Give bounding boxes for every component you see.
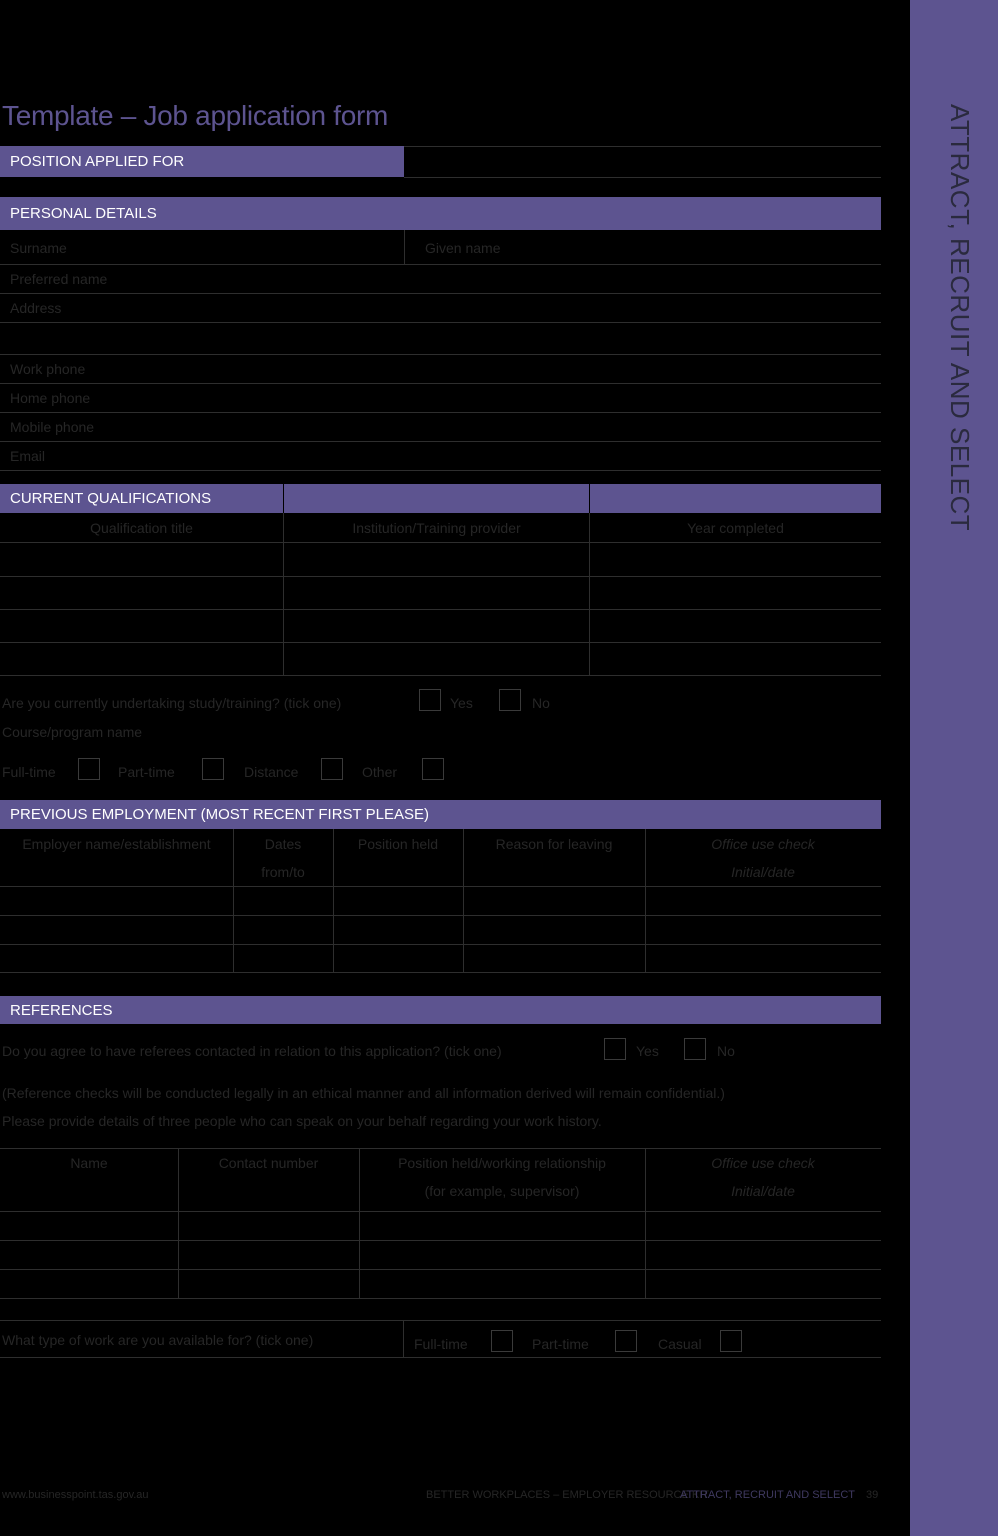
availability-full-time-checkbox[interactable]: [491, 1330, 513, 1352]
availability-part-time-label: Part-time: [532, 1336, 589, 1352]
sidebar-section-title: ATTRACT, RECRUIT AND SELECT: [945, 104, 975, 532]
table-row[interactable]: [0, 1240, 881, 1241]
divider: [0, 1148, 881, 1149]
course-name-label: Course/program name: [2, 724, 143, 740]
home-phone-label: Home phone: [10, 390, 91, 406]
divider: [233, 829, 234, 973]
references-yes-label: Yes: [636, 1043, 659, 1059]
position-header: [0, 146, 404, 177]
study-question: Are you currently undertaking study/training? (tick one): [2, 695, 342, 711]
position-input-line[interactable]: [404, 177, 881, 178]
availability-full-time-label: Full-time: [414, 1336, 468, 1352]
mode-other-checkbox[interactable]: [422, 758, 444, 780]
divider: [645, 829, 646, 973]
table-row[interactable]: [0, 642, 881, 643]
table-row[interactable]: [0, 944, 881, 945]
referee-position-column-sub: (for example, supervisor): [424, 1183, 580, 1199]
mode-full-time-label: Full-time: [2, 764, 56, 780]
work-phone-field-line[interactable]: [0, 383, 881, 384]
references-header-label: REFERENCES: [10, 1001, 113, 1019]
given-name-label: Given name: [425, 240, 501, 256]
qualifications-header-cell: [590, 484, 881, 513]
employment-header-label: PREVIOUS EMPLOYMENT (MOST RECENT FIRST PLEASE): [10, 806, 429, 823]
divider: [283, 513, 284, 676]
divider: [589, 513, 590, 676]
office-use-column-sub: Initial/date: [731, 864, 795, 880]
dates-column: Dates: [264, 836, 302, 852]
address-label: Address: [10, 300, 62, 316]
personal-details-header-label: PERSONAL DETAILS: [10, 205, 157, 222]
availability-casual-label: Casual: [658, 1336, 702, 1352]
references-instruction: Please provide details of three people who can speak on your behalf regarding your work history.: [2, 1113, 602, 1129]
mode-distance-checkbox[interactable]: [321, 758, 343, 780]
mode-distance-label: Distance: [244, 764, 299, 780]
table-row[interactable]: [0, 972, 881, 973]
table-row[interactable]: [0, 576, 881, 577]
references-header: [0, 996, 881, 1024]
position-header-label: POSITION APPLIED FOR: [10, 153, 185, 170]
study-yes-label: Yes: [450, 695, 473, 711]
footer-section: ATTRACT, RECRUIT AND SELECT: [680, 1489, 856, 1501]
mobile-phone-field-line[interactable]: [0, 441, 881, 442]
surname-label: Surname: [10, 240, 67, 256]
table-row[interactable]: [0, 1269, 881, 1270]
work-phone-label: Work phone: [10, 361, 86, 377]
office-use-column: Office use check: [711, 836, 815, 852]
divider: [359, 1148, 360, 1299]
availability-casual-checkbox[interactable]: [720, 1330, 742, 1352]
referee-office-use-column: Office use check: [711, 1155, 815, 1171]
divider: [404, 230, 405, 264]
institution-column: Institution/Training provider: [352, 520, 521, 536]
dates-column-sub: from/to: [261, 864, 305, 880]
qualifications-header: [0, 484, 283, 513]
footer-kit: BETTER WORKPLACES – EMPLOYER RESOURCE KIT: [426, 1489, 710, 1501]
references-yes-checkbox[interactable]: [604, 1038, 626, 1060]
home-phone-field-line[interactable]: [0, 412, 881, 413]
study-no-checkbox[interactable]: [499, 689, 521, 711]
table-row[interactable]: [0, 886, 881, 887]
references-no-label: No: [717, 1043, 735, 1059]
mode-part-time-label: Part-time: [118, 764, 175, 780]
references-no-checkbox[interactable]: [684, 1038, 706, 1060]
divider: [403, 1320, 404, 1357]
qualifications-header-cell: [284, 484, 589, 513]
divider: [645, 1148, 646, 1299]
mode-full-time-checkbox[interactable]: [78, 758, 100, 780]
table-row[interactable]: [0, 542, 881, 543]
footer-url: www.businesspoint.tas.gov.au: [2, 1489, 149, 1501]
personal-details-header: [0, 197, 881, 230]
employer-column: Employer name/establishment: [22, 836, 211, 852]
preferred-name-field-line[interactable]: [0, 293, 881, 294]
mode-other-label: Other: [362, 764, 398, 780]
referee-contact-column: Contact number: [218, 1155, 319, 1171]
page-number: 39: [866, 1489, 879, 1501]
references-question: Do you agree to have referees contacted in relation to this application? (tick one): [2, 1043, 502, 1059]
table-row[interactable]: [0, 609, 881, 610]
table-row[interactable]: [0, 675, 881, 676]
divider: [333, 829, 334, 973]
referee-office-use-column-sub: Initial/date: [731, 1183, 795, 1199]
divider: [463, 829, 464, 973]
table-row[interactable]: [0, 915, 881, 916]
mode-part-time-checkbox[interactable]: [202, 758, 224, 780]
references-note: (Reference checks will be conducted legally in an ethical manner and all information derived will remain confidential.): [2, 1085, 725, 1101]
referee-name-column: Name: [70, 1155, 108, 1171]
divider: [178, 1148, 179, 1299]
availability-part-time-checkbox[interactable]: [615, 1330, 637, 1352]
page-title: Template – Job application form: [2, 100, 389, 131]
address-field-line[interactable]: [0, 322, 881, 323]
table-row[interactable]: [0, 1211, 881, 1212]
employment-header: [0, 800, 881, 829]
mobile-phone-label: Mobile phone: [10, 419, 95, 435]
reason-leaving-column: Reason for leaving: [495, 836, 613, 852]
qualification-title-column: Qualification title: [90, 520, 193, 536]
surname-field-line[interactable]: [0, 264, 881, 265]
qualifications-header-label: CURRENT QUALIFICATIONS: [10, 490, 212, 507]
position-held-column: Position held: [357, 836, 439, 852]
referee-position-column: Position held/working relationship: [398, 1155, 606, 1171]
address-field-line-2[interactable]: [0, 354, 881, 355]
study-no-label: No: [532, 695, 550, 711]
divider: [404, 146, 881, 147]
divider: [0, 1357, 881, 1358]
table-row[interactable]: [0, 1298, 881, 1299]
divider: [0, 1320, 881, 1321]
email-field-line[interactable]: [0, 470, 881, 471]
email-label: Email: [10, 448, 46, 464]
preferred-name-label: Preferred name: [10, 271, 108, 287]
availability-question: What type of work are you available for? (tick one): [2, 1332, 314, 1348]
year-completed-column: Year completed: [687, 520, 784, 536]
study-yes-checkbox[interactable]: [419, 689, 441, 711]
